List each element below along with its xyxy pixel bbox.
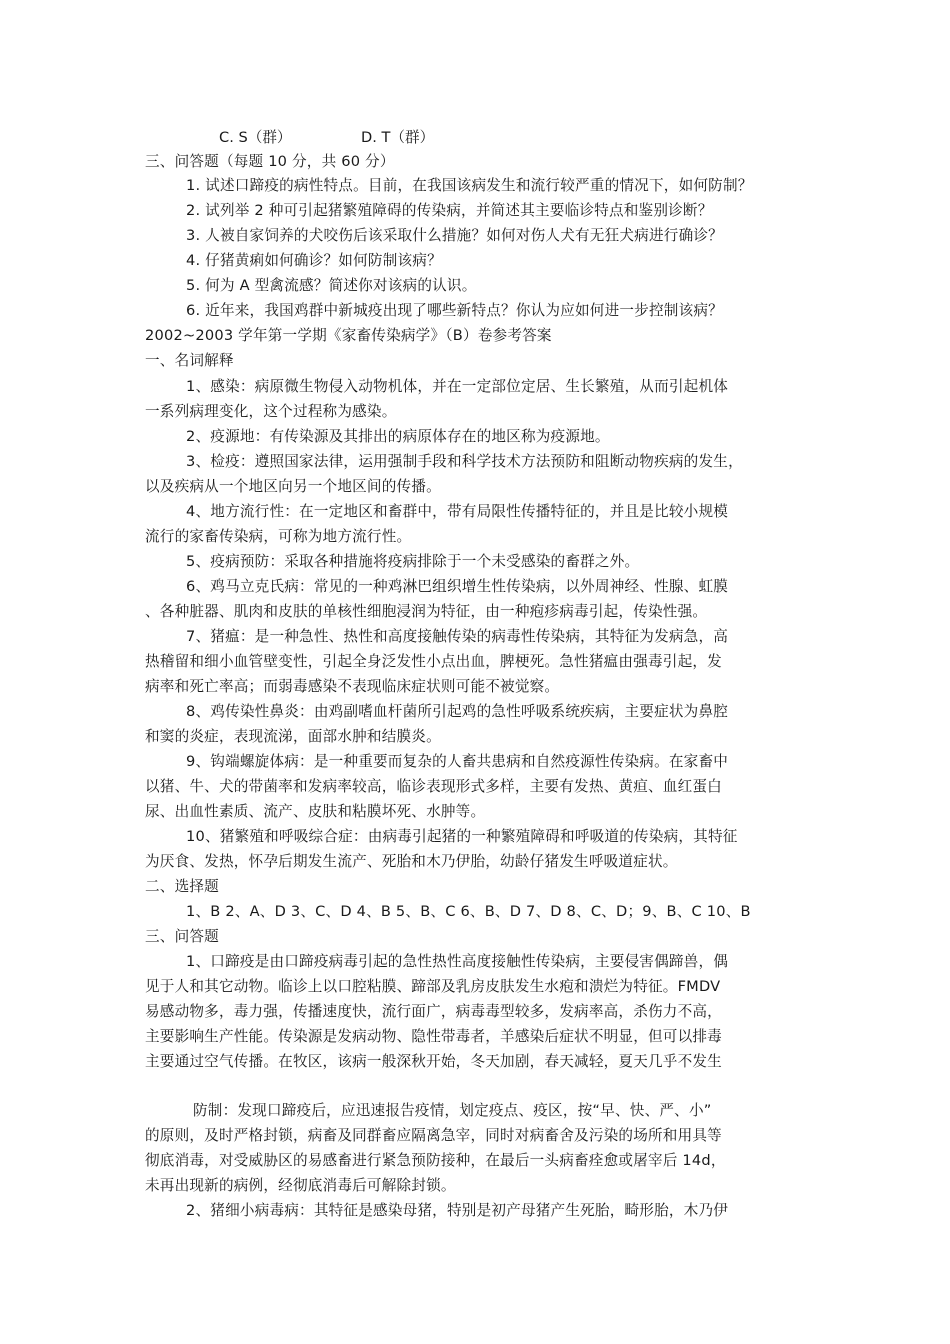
definition-9-line-1: 9、钩端螺旋体病：是一种重要而复杂的人畜共患病和自然疫源性传染病。在家畜中 — [186, 753, 729, 770]
answer-1-control-line-2: 的原则，及时严格封锁，病畜及同群畜应隔离急宰，同时对病畜舍及污染的场所和用具等 — [145, 1127, 722, 1144]
definition-6-line-1: 6、鸡马立克氏病：常见的一种鸡淋巴组织增生性传染病，以外周神经、性腺、虹膜 — [186, 578, 729, 595]
definition-8-line-2: 和窦的炎症，表现流涕，面部水肿和结膜炎。 — [145, 728, 441, 745]
answer-1-line-5: 主要通过空气传播。在牧区，该病一般深秋开始，冬天加剧，春天减轻，夏天几乎不发生 — [145, 1053, 722, 1070]
definition-8-line-1: 8、鸡传染性鼻炎：由鸡副嗜血杆菌所引起鸡的急性呼吸系统疾病，主要症状为鼻腔 — [186, 703, 729, 720]
question-5: 5. 何为 A 型禽流感？简述你对该病的认识。 — [186, 277, 477, 294]
definition-4-line-1: 4、地方流行性：在一定地区和畜群中，带有局限性传播特征的，并且是比较小规模 — [186, 503, 729, 520]
section-1-header: 一、名词解释 — [145, 352, 234, 369]
answer-1-line-1: 1、口蹄疫是由口蹄疫病毒引起的急性热性高度接触性传染病，主要侵害偶蹄兽，偶 — [186, 953, 729, 970]
choice-answers: 1、B 2、A、D 3、C、D 4、B 5、B、C 6、B、D 7、D 8、C、D；9、B、C 10、B — [186, 903, 751, 920]
question-1: 1. 试述口蹄疫的病性特点。目前，在我国该病发生和流行较严重的情况下，如何防制？ — [186, 177, 753, 194]
definition-5: 5、疫病预防：采取各种措施将疫病排除于一个未受感染的畜群之外。 — [186, 553, 640, 570]
question-4: 4. 仔猪黄痢如何确诊？如何防制该病？ — [186, 252, 442, 269]
definition-10-line-1: 10、猪繁殖和呼吸综合症：由病毒引起猪的一种繁殖障碍和呼吸道的传染病，其特征 — [186, 828, 738, 845]
definition-6-line-2: 、各种脏器、肌肉和皮肤的单核性细胞浸润为特征，由一种疱疹病毒引起，传染性强。 — [145, 603, 708, 620]
definition-3-line-2: 以及疾病从一个地区向另一个地区间的传播。 — [145, 478, 441, 495]
answer-2-line-1: 2、猪细小病毒病：其特征是感染母猪，特别是初产母猪产生死胎，畸形胎，木乃伊 — [186, 1202, 729, 1219]
question-2: 2. 试列举 2 种可引起猪繁殖障碍的传染病，并简述其主要临诊特点和鉴别诊断？ — [186, 202, 713, 219]
definition-10-line-2: 为厌食、发热，怀孕后期发生流产、死胎和木乃伊胎，幼龄仔猪发生呼吸道症状。 — [145, 853, 678, 870]
definition-7-line-1: 7、猪瘟：是一种急性、热性和高度接触传染的病毒性传染病，其特征为发病急，高 — [186, 628, 729, 645]
question-3: 3. 人被自家饲养的犬咬伤后该采取什么措施？如何对伤人犬有无狂犬病进行确诊？ — [186, 227, 723, 244]
definition-7-line-3: 病率和死亡率高；而弱毒感染不表现临床症状则可能不被觉察。 — [145, 678, 560, 695]
section-3-header: 三、问答题（每题 10 分，共 60 分） — [145, 153, 395, 170]
definition-7-line-2: 热稽留和细小血管壁变性，引起全身泛发性小点出血，脾梗死。急性猪瘟由强毒引起，发 — [145, 653, 722, 670]
option-d: D. T（群） — [361, 129, 435, 146]
definition-3-line-1: 3、检疫：遵照国家法律，运用强制手段和科学技术方法预防和阻断动物疾病的发生， — [186, 453, 743, 470]
question-6: 6. 近年来，我国鸡群中新城疫出现了哪些新特点？你认为应如何进一步控制该病？ — [186, 302, 723, 319]
answer-1-line-3: 易感动物多，毒力强，传播速度快，流行面广，病毒毒型较多，发病率高，杀伤力不高， — [145, 1003, 722, 1020]
definition-4-line-2: 流行的家畜传染病，可称为地方流行性。 — [145, 528, 412, 545]
answer-1-line-4: 主要影响生产性能。传染源是发病动物、隐性带毒者，羊感染后症状不明显，但可以排毒 — [145, 1028, 722, 1045]
definition-9-line-3: 尿、出血性素质、流产、皮肤和粘膜坏死、水肿等。 — [145, 803, 486, 820]
answer-1-control-line-3: 彻底消毒，对受威胁区的易感畜进行紧急预防接种，在最后一头病畜痊愈或屠宰后 14d， — [145, 1152, 726, 1169]
answer-key-title: 2002~2003 学年第一学期《家畜传染病学》（B）卷参考答案 — [145, 327, 552, 344]
answer-1-control-line-1: 防制：发现口蹄疫后，应迅速报告疫情，划定疫点、疫区，按“早、快、严、小” — [193, 1102, 712, 1119]
definition-1-line-1: 1、感染：病原微生物侵入动物机体，并在一定部位定居、生长繁殖，从而引起机体 — [186, 378, 729, 395]
option-c: C. S（群） — [219, 129, 292, 146]
answer-1-line-2: 见于人和其它动物。临诊上以口腔粘膜、蹄部及乳房皮肤发生水疱和溃烂为特征。FMDV — [145, 978, 721, 995]
definition-2: 2、疫源地：有传染源及其排出的病原体存在的地区称为疫源地。 — [186, 428, 610, 445]
definition-9-line-2: 以猪、牛、犬的带菌率和发病率较高，临诊表现形式多样，主要有发热、黄疸、血红蛋白 — [145, 778, 722, 795]
section-3b-header: 三、问答题 — [145, 928, 219, 945]
section-2-header: 二、选择题 — [145, 878, 219, 895]
definition-1-line-2: 一系列病理变化，这个过程称为感染。 — [145, 403, 397, 420]
answer-1-control-line-4: 未再出现新的病例，经彻底消毒后可解除封锁。 — [145, 1177, 456, 1194]
